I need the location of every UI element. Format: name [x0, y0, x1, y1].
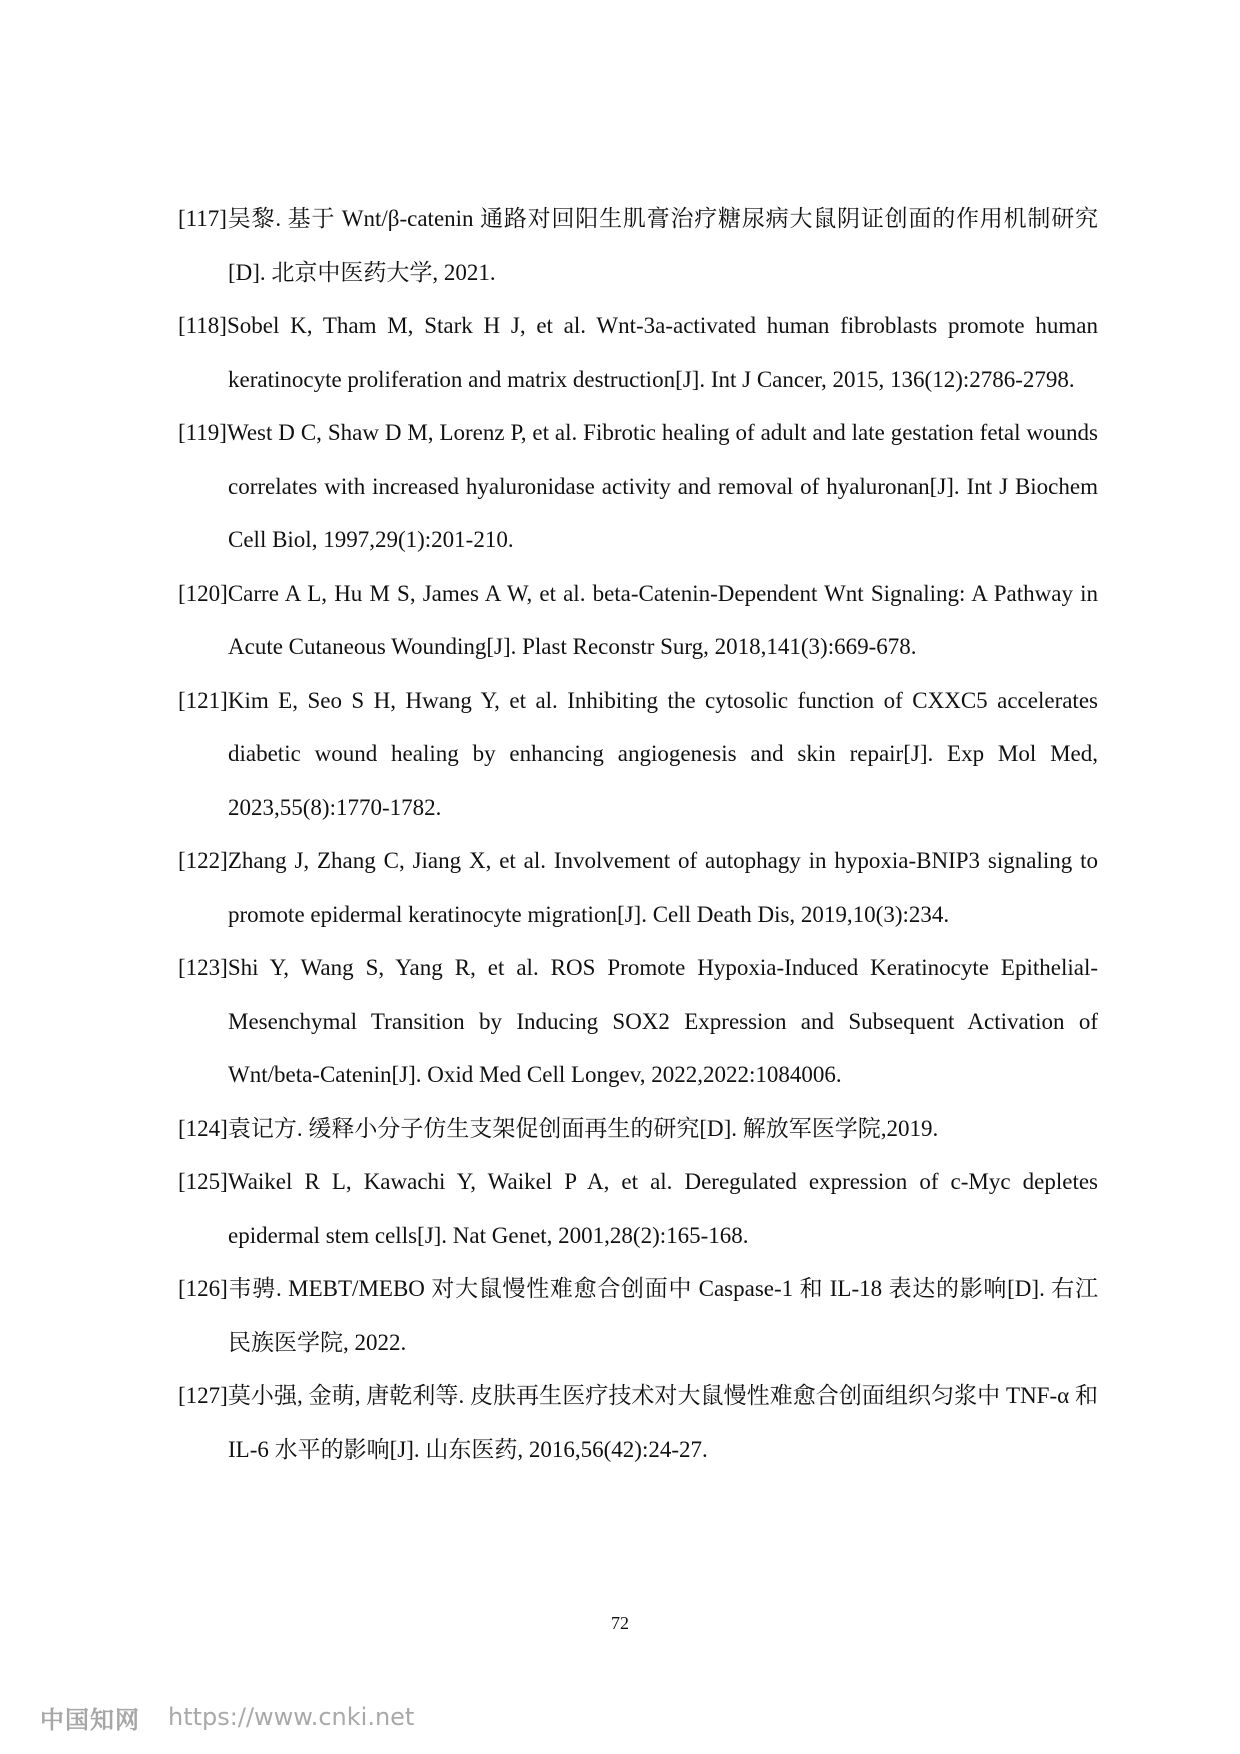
reference-item	[178, 941, 1098, 1102]
reference-number: [120]	[178, 580, 228, 606]
reference-item	[178, 1262, 1098, 1369]
reference-number: [124]	[178, 1115, 228, 1141]
reference-number: [122]	[178, 848, 228, 873]
reference-number: [118]	[178, 313, 227, 338]
reference-item	[178, 674, 1098, 835]
reference-item	[178, 1369, 1098, 1476]
reference-number: [126]	[178, 1276, 228, 1301]
reference-item	[178, 834, 1098, 941]
reference-text: 韦骋. MEBT/MEBO 对大鼠慢性难愈合创面中 Caspase-1 和 IL-18 表达的影响[D]. 右江民族医学院, 2022.	[227, 1276, 1098, 1355]
reference-number: [125]	[178, 1169, 228, 1194]
reference-item	[178, 406, 1098, 567]
reference-number: [117]	[178, 206, 227, 231]
reference-text: 袁记方. 缓释小分子仿生支架促创面再生的研究[D]. 解放军医学院,2019.	[227, 1115, 939, 1141]
cnki-url: https://www.cnki.net	[168, 1703, 415, 1731]
page-number: 72	[611, 1613, 629, 1633]
reference-list	[178, 192, 1098, 1476]
reference-text: Zhang J, Zhang C, Jiang X, et al. Involvement of autophagy in hypoxia-BNIP3 signaling to promote epidermal keratinocyte migration[J]. Cell Death Dis, 2019,10(3):234.	[227, 848, 1098, 927]
reference-item	[178, 299, 1098, 406]
reference-item	[178, 1102, 1098, 1156]
reference-item	[178, 1155, 1098, 1262]
reference-number: [127]	[178, 1383, 228, 1408]
reference-item	[178, 192, 1098, 299]
reference-text: Waikel R L, Kawachi Y, Waikel P A, et al. Deregulated expression of c-Myc depletes epidermal stem cells[J]. Nat Genet, 2001,28(2):165-168.	[227, 1169, 1098, 1248]
reference-number: [119]	[178, 420, 227, 445]
reference-text: Kim E, Seo S H, Hwang Y, et al. Inhibiting the cytosolic function of CXXC5 accelerates diabetic wound healing by enhancing angiogenesis and skin repair[J]. Exp Mol Med, 2023,55(8):1770-1782.	[227, 687, 1098, 820]
reference-number: [123]	[178, 955, 228, 980]
reference-text: Shi Y, Wang S, Yang R, et al. ROS Promote Hypoxia-Induced Keratinocyte Epithelial-Mesenchymal Transition by Inducing SOX2 Expression and Subsequent Activation of Wnt/beta-Catenin[J]. Oxid Med Cell Longev, 2022,2022:1084006.	[227, 955, 1098, 1087]
reference-text: Carre A L, Hu M S, James A W, et al. beta-Catenin-Dependent Wnt Signaling: A Pathway in Acute Cutaneous Wounding[J]. Plast Reconstr Surg, 2018,141(3):669-678.	[227, 580, 1098, 659]
reference-text: 莫小强, 金萌, 唐乾利等. 皮肤再生医疗技术对大鼠慢性难愈合创面组织匀浆中 TNF-α 和 IL-6 水平的影响[J]. 山东医药, 2016,56(42):24-27.	[227, 1383, 1098, 1462]
reference-text: West D C, Shaw D M, Lorenz P, et al. Fibrotic healing of adult and late gestation fetal wounds correlates with increased hyaluronidase activity and removal of hyaluronan[J]. Int J Biochem Cell Biol, 1997,29(1):201-210.	[226, 420, 1098, 552]
reference-text: 吴黎. 基于 Wnt/β-catenin 通路对回阳生肌膏治疗糖尿病大鼠阴证创面的作用机制研究[D]. 北京中医药大学, 2021.	[226, 206, 1098, 285]
cnki-watermark	[40, 1700, 414, 1734]
cnki-logo: 中国知网	[40, 1705, 140, 1734]
reference-text: Sobel K, Tham M, Stark H J, et al. Wnt-3a-activated human fibroblasts promote human keratinocyte proliferation and matrix destruction[J]. Int J Cancer, 2015, 136(12):2786-2798.	[226, 313, 1098, 392]
reference-number: [121]	[178, 687, 228, 713]
reference-item	[178, 567, 1098, 674]
